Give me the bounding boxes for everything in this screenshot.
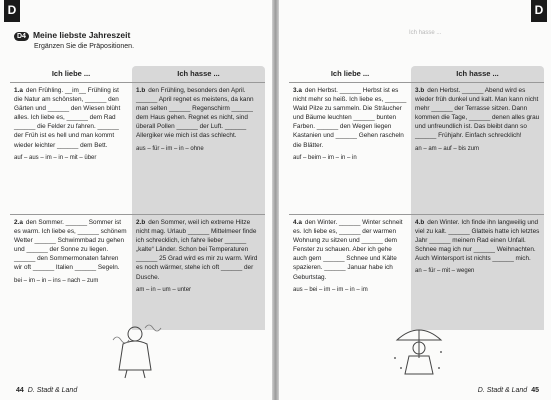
item-text: den Frühling. __im__ Frühling ist die Natur am schönsten, ______ den Gärten und ______ den Wiesen blüht alles. Ich liebe es, ______ dem Rad ______ die Felder zu fahren. ______ der Früh ist es hell und man kommt wieder leichter ______ dem Bett.	[14, 87, 121, 149]
right-page	[279, 0, 551, 400]
winter-illustration	[389, 318, 449, 380]
preposition-list: an – am – auf – bis zum	[415, 145, 480, 152]
section-name: D. Stadt & Land	[477, 387, 528, 394]
cell-hate	[132, 83, 265, 214]
header-hate: Ich hasse ...	[411, 66, 544, 82]
spring-illustration	[105, 320, 165, 380]
bleed-through-text: Ich hasse ...	[409, 30, 442, 36]
table-header	[289, 66, 544, 82]
preposition-list: am – in – um – unter	[136, 286, 192, 293]
item-text: den Sommer. ______ Sommer ist es warm. Ich liebe es, ______ schönem Wetter ______ Schwimmbad zu gehen und ______ der Sonne zu liegen. ______ den Sommermonaten fahren wir oft ______ Italien ______ Segeln.	[14, 219, 127, 272]
preposition-list: auf – aus – im – in – mit – über	[14, 154, 97, 161]
preposition-list: an – für – mit – wegen	[415, 268, 475, 275]
item-label: 1.a	[14, 87, 23, 94]
item-label: 3.a	[293, 87, 302, 94]
left-page	[0, 0, 272, 400]
table-row	[10, 214, 265, 330]
item-text: den Herbst. ______ Abend wird es wieder früh dunkel und kalt. Man kann nicht mehr ______ der Terrasse sitzen. Dann kommen die Tage, ______ denen alles grau und unfreundlich ist. Das bleibt dann so ______ Frühjahr. Einfach schrecklich!	[415, 87, 540, 140]
cell-like	[10, 83, 132, 214]
item-text: den Winter. Ich finde ihn langweilig und viel zu kalt. ______ Glatteis hatte ich letztes Jahr ______ meinem Rad einen Unfall. Schnee mag ich nur ______ Weihnachten. Auch Wintersport ist nichts ______ mich.	[415, 219, 540, 263]
preposition-list: aus – für – im – in – ohne	[136, 145, 204, 152]
cell-hate	[411, 215, 544, 330]
exercise-table	[10, 66, 265, 330]
page-number: 45	[531, 387, 539, 394]
cell-like	[289, 83, 411, 214]
table-row	[289, 214, 544, 330]
preposition-list: aus – bei – im – im – in – im	[293, 286, 368, 293]
page-footer	[478, 387, 543, 394]
page-footer	[12, 387, 77, 394]
item-text: den Herbst. ______ Herbst ist es nicht mehr so heiß. Ich liebe es, ______ Wald Pilze zu sammeln. Die Sträucher und Bäume leuchten ______ bunten Farben. ______ den Wegen liegen Kastanien und ______ Gehen rascheln die Blätter.	[293, 87, 407, 149]
header-like: Ich liebe ...	[51, 69, 91, 78]
cell-hate	[411, 83, 544, 214]
item-text: den Frühling, besonders den April. ______ April regnet es meistens, da kann man selten ______ Regenschirm ______ dem Haus gehen. Regnet es nicht, sind überall Pollen ______ der Luft. ______ Allergiker wie mich ist das schlecht.	[136, 87, 254, 140]
table-row	[289, 82, 544, 214]
item-label: 4.a	[293, 219, 302, 226]
item-label: 4.b	[415, 219, 425, 226]
exercise-table	[289, 66, 544, 330]
preposition-list: auf – beim – im – in – in	[293, 154, 357, 161]
preposition-list: bei – im – in – ins – nach – zum	[14, 277, 99, 284]
header-like: Ich liebe ...	[330, 69, 370, 78]
task-instruction: Ergänzen Sie die Präpositionen.	[34, 43, 135, 50]
header-hate: Ich hasse ...	[132, 66, 265, 82]
item-label: 3.b	[415, 87, 425, 94]
chapter-tab: D	[4, 0, 20, 22]
book-gutter	[272, 0, 279, 400]
section-name: D. Stadt & Land	[27, 387, 78, 394]
task-title: Meine liebste Jahreszeit	[32, 30, 131, 40]
cell-like	[289, 215, 411, 330]
task-heading	[14, 30, 134, 50]
page-number: 44	[16, 387, 24, 394]
item-label: 1.b	[136, 87, 146, 94]
item-text: den Winter. ______ Winter schneit es. Ich liebe es, ______ der warmen Wohnung zu sitzen und ______ dem Fenster zu schauen. Aber ich gehe auch gern ______ Schnee und Kälte spazieren. ______ Januar habe ich Geburtstag.	[293, 219, 403, 281]
table-header	[10, 66, 265, 82]
item-text: den Sommer, weil ich extreme Hitze nicht mag. Urlaub ______ Mittelmeer finde ich schrecklich, ich fahre lieber ______ „kalte“ Länder. Schon bei Temperaturen ______ 25 Grad wird es mir zu warm. Wird es noch wärmer, stehe ich oft ______ der Dusche.	[136, 219, 258, 281]
cell-like	[10, 215, 132, 330]
item-label: 2.a	[14, 219, 23, 226]
task-number: D4	[14, 32, 29, 41]
item-label: 2.b	[136, 219, 146, 226]
chapter-tab: D	[531, 0, 547, 22]
cell-hate	[132, 215, 265, 330]
table-row	[10, 82, 265, 214]
